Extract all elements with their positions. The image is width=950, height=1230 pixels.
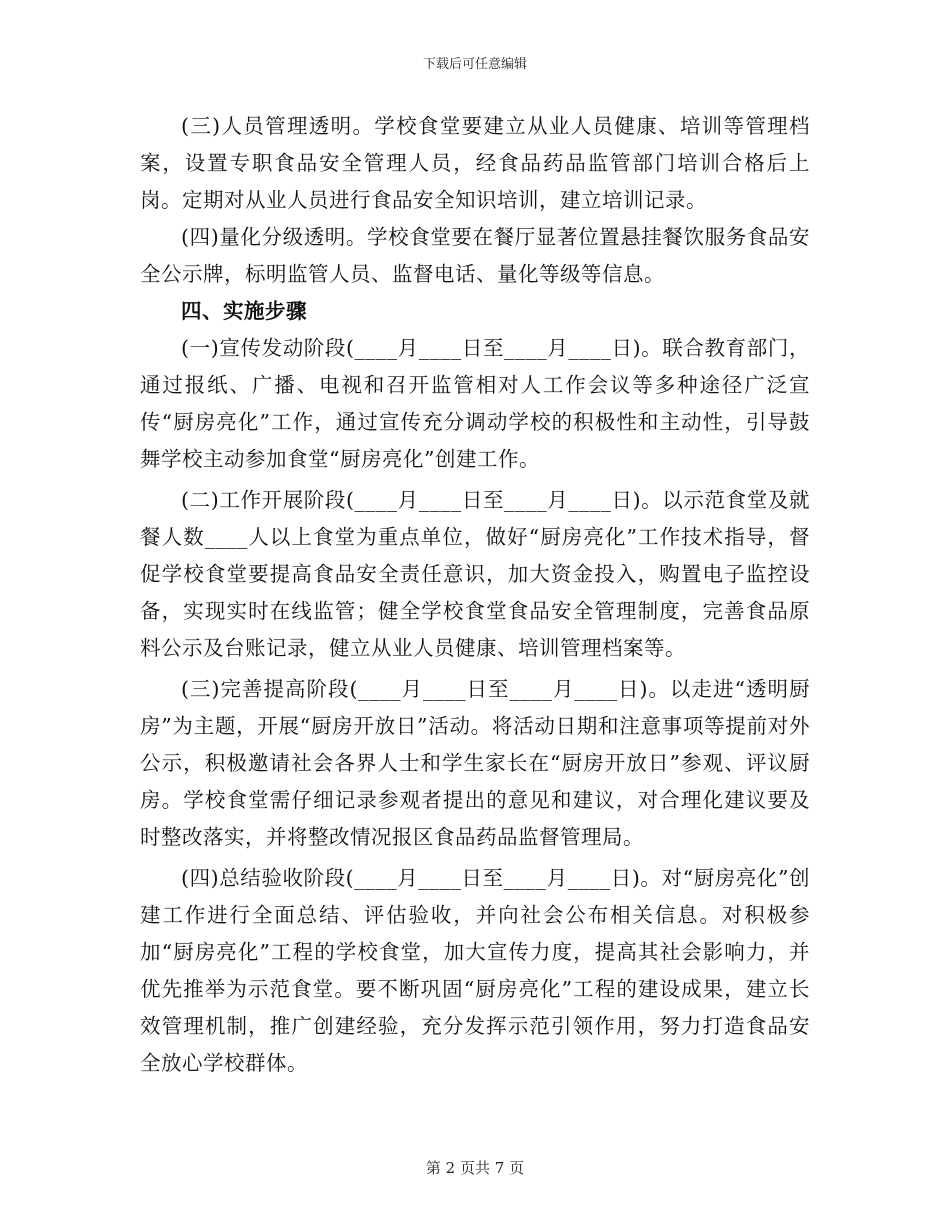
paragraph-quantified-grading: (四)量化分级透明。学校食堂要在餐厅显著位置悬挂餐饮服务食品安全公示牌，标明监管人员、监督电话、量化等级等信息。 <box>140 225 810 286</box>
paragraph-publicity-stage: (一)宣传发动阶段(____月____日至____月____日)。联合教育部门，通过报纸、广播、电视和召开监管相对人工作会议等多种途径广泛宣传“厨房亮化”工作，通过宣传充分调动学校的积极性和主动性，引导鼓舞学校主动参加食堂“厨房亮化”创建工作。 <box>140 336 810 471</box>
page-header: 下载后可任意编辑 <box>422 57 527 72</box>
page-footer: 第 2 页共 7 页 <box>425 1159 525 1177</box>
paragraph-summary-stage: (四)总结验收阶段(____月____日至____月____日)。对“厨房亮化”创建工作进行全面总结、评估验收，并向社会公布相关信息。对积极参加“厨房亮化”工程的学校食堂，加大宣传力度，提高其社会影响力，并优先推举为示范食堂。要不断巩固“厨房亮化”工程的建设成果，建立长效管理机制，推广创建经验，充分发挥示范引领作用，努力打造食品安全放心学校群体。 <box>140 866 810 1075</box>
section-heading-implementation: 四、实施步骤 <box>181 299 307 323</box>
document-body <box>140 108 810 1082</box>
paragraph-personnel-management: (三)人员管理透明。学校食堂要建立从业人员健康、培训等管理档案，设置专职食品安全管理人员，经食品药品监管部门培训合格后上岗。定期对从业人员进行食品安全知识培训，建立培训记录。 <box>140 114 810 212</box>
paragraph-improvement-stage: (三)完善提高阶段(____月____日至____月____日)。以走进“透明厨房”为主题，开展“厨房开放日”活动。将活动日期和注意事项等提前对外公示，积极邀请社会各界人士和学生家长在“厨房开放日”参观、评议厨房。学校食堂需仔细记录参观者提出的意见和建议，对合理化建议要及时整改落实，并将整改情况报区食品药品监督管理局。 <box>140 677 810 849</box>
paragraph-work-stage: (二)工作开展阶段(____月____日至____月____日)。以示范食堂及就餐人数____人以上食堂为重点单位，做好“厨房亮化”工作技术指导，督促学校食堂要提高食品安全责任意识，加大资金投入，购置电子监控设备，实现实时在线监管；健全学校食堂食品安全管理制度，完善食品原料公示及台账记录，健立从业人员健康、培训管理档案等。 <box>140 488 810 660</box>
